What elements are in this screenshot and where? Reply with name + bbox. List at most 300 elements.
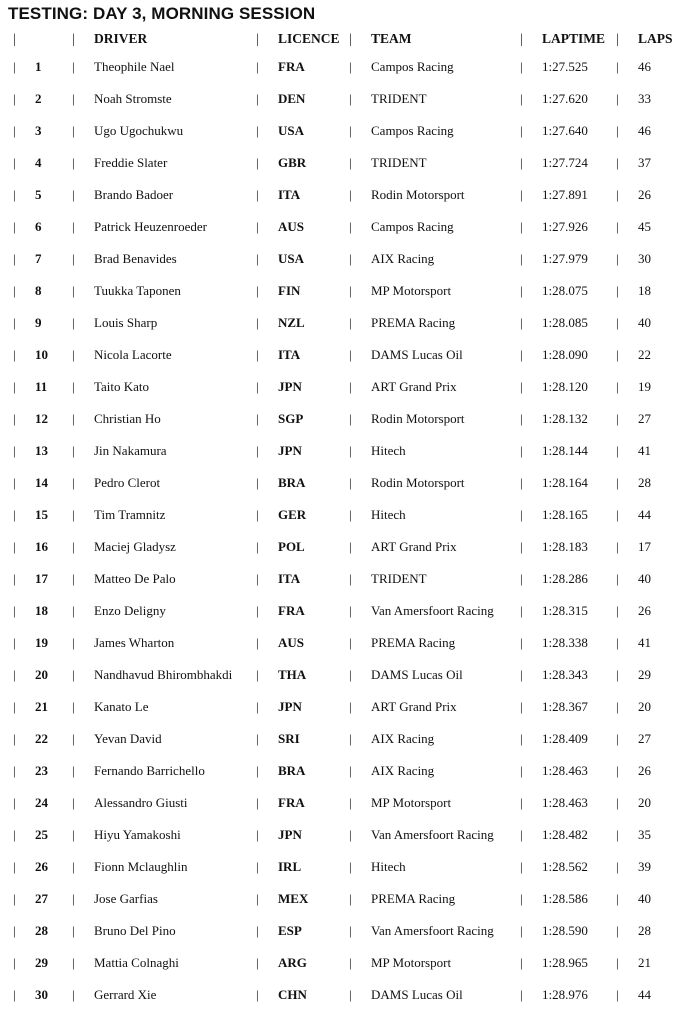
position-cell: 10 — [35, 347, 48, 362]
laptime-cell: 1:28.132 — [542, 411, 588, 426]
table-row — [0, 147, 681, 179]
column-separator: | — [520, 731, 523, 746]
column-separator: | — [349, 539, 352, 554]
team-cell: Rodin Motorsport — [371, 411, 465, 426]
column-separator: | — [349, 411, 352, 426]
column-separator: | — [616, 923, 619, 938]
position-cell: 29 — [35, 955, 48, 970]
licence-cell: JPN — [278, 379, 302, 394]
licence-cell: FRA — [278, 59, 305, 74]
laps-cell: 45 — [638, 219, 651, 234]
column-separator: | — [616, 635, 619, 650]
column-separator: | — [256, 283, 259, 298]
column-separator: | — [256, 635, 259, 650]
laps-cell: 41 — [638, 635, 651, 650]
team-cell: AIX Racing — [371, 763, 435, 778]
position-cell: 21 — [35, 699, 48, 714]
team-cell: AIX Racing — [371, 251, 435, 266]
column-separator: | — [520, 91, 523, 106]
column-separator: | — [349, 603, 352, 618]
position-cell: 28 — [35, 923, 48, 938]
column-separator: | — [256, 667, 259, 682]
laptime-cell: 1:27.724 — [542, 155, 588, 170]
header-driver: DRIVER — [94, 31, 148, 46]
laptime-cell: 1:28.183 — [542, 539, 588, 554]
position-cell: 22 — [35, 731, 48, 746]
column-separator: | — [256, 475, 259, 490]
table-row — [0, 659, 681, 691]
column-separator: | — [72, 379, 75, 394]
header-laptime: LAPTIME — [542, 31, 606, 46]
team-cell: PREMA Racing — [371, 635, 456, 650]
laptime-cell: 1:28.165 — [542, 507, 588, 522]
column-separator: | — [520, 539, 523, 554]
laps-cell: 26 — [638, 603, 651, 618]
team-cell: Rodin Motorsport — [371, 187, 465, 202]
column-separator: | — [256, 987, 259, 1002]
team-cell: PREMA Racing — [371, 315, 456, 330]
column-separator: | — [72, 123, 75, 138]
laps-cell: 44 — [638, 507, 651, 522]
driver-cell: Jose Garfias — [94, 891, 158, 906]
table-row — [0, 499, 681, 531]
column-separator: | — [520, 59, 523, 74]
column-separator: | — [349, 187, 352, 202]
laptime-cell: 1:28.482 — [542, 827, 588, 842]
laps-cell: 28 — [638, 923, 651, 938]
team-cell: DAMS Lucas Oil — [371, 987, 463, 1002]
column-separator: | — [72, 315, 75, 330]
driver-cell: Enzo Deligny — [94, 603, 166, 618]
laptime-cell: 1:28.164 — [542, 475, 588, 490]
position-cell: 7 — [35, 251, 42, 266]
position-cell: 16 — [35, 539, 48, 554]
licence-cell: THA — [278, 667, 307, 682]
column-separator: | — [72, 923, 75, 938]
position-cell: 1 — [35, 59, 42, 74]
column-separator: | — [349, 827, 352, 842]
column-separator: | — [13, 859, 16, 874]
column-separator: | — [72, 955, 75, 970]
licence-cell: GBR — [278, 155, 307, 170]
position-cell: 6 — [35, 219, 42, 234]
column-separator: | — [616, 91, 619, 106]
column-separator: | — [13, 347, 16, 362]
laps-cell: 46 — [638, 59, 651, 74]
column-separator: | — [520, 827, 523, 842]
table-row — [0, 371, 681, 403]
driver-cell: Louis Sharp — [94, 315, 158, 330]
driver-cell: Kanato Le — [94, 699, 149, 714]
column-separator: | — [520, 571, 523, 586]
table-row — [0, 947, 681, 979]
laps-cell: 18 — [638, 283, 651, 298]
column-separator: | — [72, 219, 75, 234]
column-separator: | — [13, 635, 16, 650]
laps-cell: 20 — [638, 795, 651, 810]
laptime-cell: 1:28.075 — [542, 283, 588, 298]
column-separator: | — [616, 251, 619, 266]
column-separator: | — [616, 763, 619, 778]
position-cell: 17 — [35, 571, 48, 586]
column-separator: | — [616, 123, 619, 138]
column-separator: | — [256, 507, 259, 522]
laps-cell: 21 — [638, 955, 651, 970]
table-row — [0, 243, 681, 275]
column-separator: | — [256, 763, 259, 778]
column-separator: | — [72, 667, 75, 682]
driver-cell: Tim Tramnitz — [94, 507, 166, 522]
column-separator: | — [616, 795, 619, 810]
results-table — [0, 28, 681, 1011]
column-separator: | — [616, 411, 619, 426]
column-separator: | — [520, 923, 523, 938]
column-separator: | — [520, 379, 523, 394]
position-cell: 19 — [35, 635, 48, 650]
column-separator: | — [520, 955, 523, 970]
column-separator: | — [520, 315, 523, 330]
team-cell: PREMA Racing — [371, 891, 456, 906]
driver-cell: Freddie Slater — [94, 155, 168, 170]
team-cell: DAMS Lucas Oil — [371, 667, 463, 682]
licence-cell: AUS — [278, 219, 305, 234]
column-separator: | — [13, 699, 16, 714]
column-separator: | — [520, 891, 523, 906]
driver-cell: Brad Benavides — [94, 251, 177, 266]
column-separator: | — [616, 891, 619, 906]
column-separator: | — [256, 411, 259, 426]
column-separator: | — [616, 667, 619, 682]
column-separator: | — [520, 507, 523, 522]
table-row — [0, 563, 681, 595]
laptime-cell: 1:27.979 — [542, 251, 588, 266]
column-separator: | — [520, 347, 523, 362]
column-separator: | — [520, 635, 523, 650]
column-separator: | — [72, 347, 75, 362]
column-separator: | — [13, 539, 16, 554]
table-row — [0, 915, 681, 947]
column-separator: | — [13, 955, 16, 970]
column-separator: | — [256, 31, 259, 46]
column-separator: | — [72, 155, 75, 170]
team-cell: Van Amersfoort Racing — [371, 923, 494, 938]
column-separator: | — [349, 507, 352, 522]
column-separator: | — [72, 891, 75, 906]
team-cell: Hitech — [371, 443, 406, 458]
driver-cell: Tuukka Taponen — [94, 283, 181, 298]
licence-cell: ITA — [278, 571, 301, 586]
column-separator: | — [616, 443, 619, 458]
column-separator: | — [256, 251, 259, 266]
column-separator: | — [520, 123, 523, 138]
laptime-cell: 1:28.085 — [542, 315, 588, 330]
column-separator: | — [13, 731, 16, 746]
licence-cell: JPN — [278, 699, 302, 714]
column-separator: | — [72, 987, 75, 1002]
laps-cell: 40 — [638, 571, 651, 586]
laptime-cell: 1:28.562 — [542, 859, 588, 874]
laps-cell: 27 — [638, 731, 651, 746]
table-row — [0, 403, 681, 435]
column-separator: | — [520, 251, 523, 266]
table-row — [0, 467, 681, 499]
column-separator: | — [72, 539, 75, 554]
column-separator: | — [520, 475, 523, 490]
driver-cell: James Wharton — [94, 635, 175, 650]
column-separator: | — [520, 603, 523, 618]
column-separator: | — [256, 187, 259, 202]
column-separator: | — [520, 795, 523, 810]
laptime-cell: 1:28.463 — [542, 763, 588, 778]
position-cell: 5 — [35, 187, 42, 202]
laps-cell: 37 — [638, 155, 651, 170]
column-separator: | — [13, 91, 16, 106]
table-row — [0, 819, 681, 851]
laps-cell: 39 — [638, 859, 651, 874]
column-separator: | — [13, 827, 16, 842]
licence-cell: IRL — [278, 859, 302, 874]
driver-cell: Bruno Del Pino — [94, 923, 176, 938]
column-separator: | — [616, 987, 619, 1002]
licence-cell: FIN — [278, 283, 301, 298]
column-separator: | — [256, 923, 259, 938]
column-separator: | — [349, 379, 352, 394]
licence-cell: ESP — [278, 923, 302, 938]
licence-cell: CHN — [278, 987, 307, 1002]
licence-cell: SGP — [278, 411, 304, 426]
column-separator: | — [72, 59, 75, 74]
laptime-cell: 1:28.976 — [542, 987, 588, 1002]
column-separator: | — [616, 379, 619, 394]
licence-cell: ARG — [278, 955, 307, 970]
driver-cell: Brando Badoer — [94, 187, 174, 202]
column-separator: | — [13, 315, 16, 330]
team-cell: TRIDENT — [371, 155, 427, 170]
column-separator: | — [72, 763, 75, 778]
table-header — [0, 28, 681, 51]
column-separator: | — [349, 31, 352, 46]
table-row — [0, 51, 681, 83]
driver-cell: Nicola Lacorte — [94, 347, 172, 362]
laptime-cell: 1:28.315 — [542, 603, 588, 618]
column-separator: | — [256, 443, 259, 458]
column-separator: | — [13, 31, 16, 46]
laptime-cell: 1:28.343 — [542, 667, 588, 682]
column-separator: | — [616, 347, 619, 362]
team-cell: ART Grand Prix — [371, 379, 457, 394]
column-separator: | — [13, 219, 16, 234]
laptime-cell: 1:28.090 — [542, 347, 588, 362]
column-separator: | — [13, 187, 16, 202]
position-cell: 26 — [35, 859, 48, 874]
column-separator: | — [13, 667, 16, 682]
column-separator: | — [349, 315, 352, 330]
team-cell: ART Grand Prix — [371, 539, 457, 554]
column-separator: | — [256, 731, 259, 746]
column-separator: | — [349, 443, 352, 458]
column-separator: | — [72, 31, 75, 46]
column-separator: | — [256, 795, 259, 810]
team-cell: Campos Racing — [371, 219, 454, 234]
laps-cell: 29 — [638, 667, 651, 682]
laptime-cell: 1:27.640 — [542, 123, 588, 138]
table-row — [0, 339, 681, 371]
position-cell: 25 — [35, 827, 48, 842]
table-row — [0, 275, 681, 307]
team-cell: Hitech — [371, 859, 406, 874]
team-cell: Rodin Motorsport — [371, 475, 465, 490]
laptime-cell: 1:28.965 — [542, 955, 588, 970]
column-separator: | — [13, 443, 16, 458]
laptime-cell: 1:27.620 — [542, 91, 588, 106]
team-cell: Hitech — [371, 507, 406, 522]
column-separator: | — [349, 123, 352, 138]
column-separator: | — [616, 283, 619, 298]
column-separator: | — [616, 603, 619, 618]
licence-cell: NZL — [278, 315, 305, 330]
laptime-cell: 1:28.286 — [542, 571, 588, 586]
column-separator: | — [72, 731, 75, 746]
column-separator: | — [349, 571, 352, 586]
column-separator: | — [256, 155, 259, 170]
column-separator: | — [13, 763, 16, 778]
column-separator: | — [13, 475, 16, 490]
laps-cell: 33 — [638, 91, 651, 106]
driver-cell: Yevan David — [94, 731, 162, 746]
column-separator: | — [13, 59, 16, 74]
position-cell: 8 — [35, 283, 42, 298]
table-row — [0, 115, 681, 147]
team-cell: Van Amersfoort Racing — [371, 603, 494, 618]
column-separator: | — [616, 315, 619, 330]
column-separator: | — [520, 859, 523, 874]
laptime-cell: 1:27.525 — [542, 59, 588, 74]
laptime-cell: 1:28.590 — [542, 923, 588, 938]
column-separator: | — [520, 763, 523, 778]
licence-cell: DEN — [278, 91, 306, 106]
column-separator: | — [13, 411, 16, 426]
column-separator: | — [13, 571, 16, 586]
licence-cell: ITA — [278, 187, 301, 202]
column-separator: | — [256, 859, 259, 874]
header-licence: LICENCE — [278, 31, 340, 46]
licence-cell: FRA — [278, 603, 305, 618]
laptime-cell: 1:28.338 — [542, 635, 588, 650]
laptime-cell: 1:28.409 — [542, 731, 588, 746]
position-cell: 15 — [35, 507, 48, 522]
licence-cell: JPN — [278, 443, 302, 458]
driver-cell: Taito Kato — [94, 379, 150, 394]
column-separator: | — [13, 155, 16, 170]
laptime-cell: 1:28.120 — [542, 379, 588, 394]
laptime-cell: 1:27.926 — [542, 219, 588, 234]
driver-cell: Maciej Gladysz — [94, 539, 176, 554]
column-separator: | — [349, 667, 352, 682]
team-cell: Campos Racing — [371, 123, 454, 138]
column-separator: | — [72, 795, 75, 810]
laps-cell: 40 — [638, 891, 651, 906]
column-separator: | — [349, 635, 352, 650]
column-separator: | — [616, 827, 619, 842]
column-separator: | — [256, 315, 259, 330]
column-separator: | — [520, 187, 523, 202]
laps-cell: 40 — [638, 315, 651, 330]
position-cell: 2 — [35, 91, 42, 106]
driver-cell: Nandhavud Bhirombhakdi — [94, 667, 233, 682]
laps-cell: 19 — [638, 379, 651, 394]
column-separator: | — [616, 59, 619, 74]
header-team: TEAM — [371, 31, 412, 46]
column-separator: | — [13, 987, 16, 1002]
driver-cell: Mattia Colnaghi — [94, 955, 179, 970]
column-separator: | — [520, 667, 523, 682]
laps-cell: 46 — [638, 123, 651, 138]
laps-cell: 26 — [638, 187, 651, 202]
column-separator: | — [13, 123, 16, 138]
team-cell: TRIDENT — [371, 571, 427, 586]
column-separator: | — [349, 283, 352, 298]
column-separator: | — [256, 539, 259, 554]
column-separator: | — [349, 59, 352, 74]
column-separator: | — [616, 507, 619, 522]
column-separator: | — [520, 155, 523, 170]
column-separator: | — [349, 731, 352, 746]
table-row — [0, 211, 681, 243]
driver-cell: Matteo De Palo — [94, 571, 176, 586]
column-separator: | — [13, 795, 16, 810]
laps-cell: 30 — [638, 251, 651, 266]
team-cell: AIX Racing — [371, 731, 435, 746]
team-cell: Campos Racing — [371, 59, 454, 74]
table-row — [0, 531, 681, 563]
position-cell: 11 — [35, 379, 48, 394]
table-row — [0, 755, 681, 787]
column-separator: | — [72, 507, 75, 522]
column-separator: | — [13, 283, 16, 298]
licence-cell: ITA — [278, 347, 301, 362]
position-cell: 14 — [35, 475, 48, 490]
column-separator: | — [349, 251, 352, 266]
column-separator: | — [349, 347, 352, 362]
column-separator: | — [72, 411, 75, 426]
licence-cell: POL — [278, 539, 305, 554]
driver-cell: Jin Nakamura — [94, 443, 167, 458]
laps-cell: 41 — [638, 443, 651, 458]
column-separator: | — [349, 219, 352, 234]
table-row — [0, 307, 681, 339]
column-separator: | — [616, 187, 619, 202]
column-separator: | — [349, 155, 352, 170]
driver-cell: Ugo Ugochukwu — [94, 123, 184, 138]
column-separator: | — [13, 507, 16, 522]
position-cell: 30 — [35, 987, 48, 1002]
licence-cell: USA — [278, 123, 305, 138]
column-separator: | — [72, 91, 75, 106]
laptime-cell: 1:28.144 — [542, 443, 588, 458]
table-row — [0, 595, 681, 627]
column-separator: | — [13, 251, 16, 266]
table-row — [0, 851, 681, 883]
column-separator: | — [616, 859, 619, 874]
column-separator: | — [256, 219, 259, 234]
position-cell: 24 — [35, 795, 48, 810]
column-separator: | — [349, 795, 352, 810]
column-separator: | — [256, 123, 259, 138]
driver-cell: Theophile Nael — [94, 59, 175, 74]
laps-cell: 28 — [638, 475, 651, 490]
team-cell: Van Amersfoort Racing — [371, 827, 494, 842]
column-separator: | — [256, 379, 259, 394]
